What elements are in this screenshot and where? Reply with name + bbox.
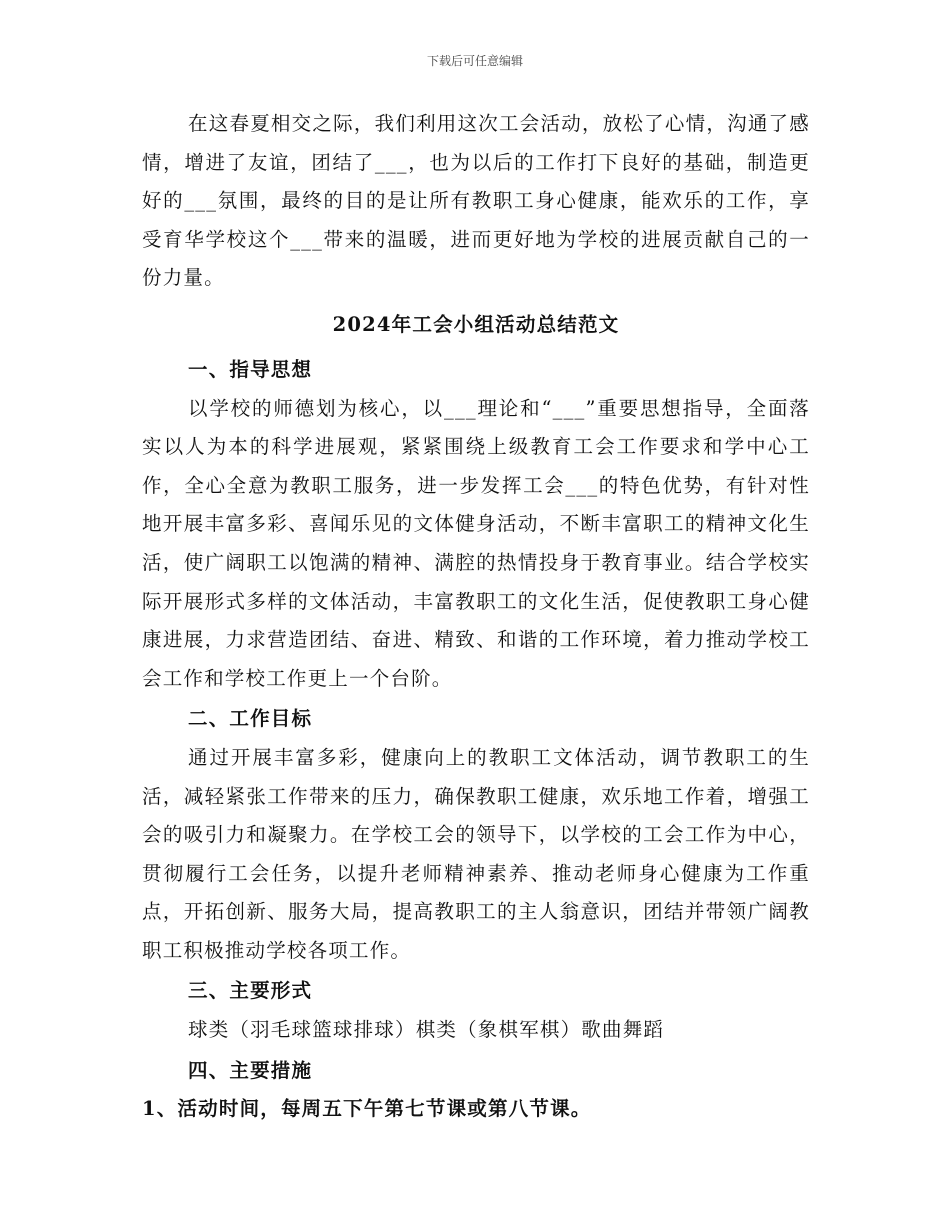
section-body-work-goals: 通过开展丰富多彩，健康向上的教职工文体活动，调节教职工的生活，减轻紧张工作带来的压力，确保教职工健康，欢乐地工作着，增强工会的吸引力和凝聚力。在学校工会的领导下，以学校的工会工作为中心，贯彻履行工会任务，以提升老师精神素养、推动老师身心健康为工作重点，开拓创新、服务大局，提高教职工的主人翁意识，团结并带领广阔教职工积极推动学校各项工作。 — [142, 745, 810, 962]
section-heading-guiding-ideology: 一、指导思想 — [188, 357, 313, 381]
document-title: 2024年工会小组活动总结范文 — [332, 312, 620, 336]
section-body-guiding-ideology: 以学校的师德划为核心，以___理论和“___”重要思想指导，全面落实以人为本的科学进展观，紧紧围绕上级教育工会工作要求和学中心工作，全心全意为教职工服务，进一步发挥工会___的特色优势，有针对性地开展丰富多彩、喜闻乐见的文体健身活动，不断丰富职工的精神文化生活，使广阔职工以饱满的精神、满腔的热情投身于教育事业。结合学校实际开展形式多样的文体活动，丰富教职工的文化生活，促使教职工身心健康进展，力求营造团结、奋进、精致、和谐的工作环境，着力推动学校工会工作和学校工作更上一个台阶。 — [142, 396, 810, 690]
intro-paragraph: 在这春夏相交之际，我们利用这次工会活动，放松了心情，沟通了感情，增进了友谊，团结了___，也为以后的工作打下良好的基础，制造更好的___氛围，最终的目的是让所有教职工身心健康，能欢乐的工作，享受育华学校这个___带来的温暖，进而更好地为学校的进展贡献自己的一份力量。 — [142, 112, 810, 290]
section-body-main-measures: 1、活动时间，每周五下午第七节课或第八节课。 — [142, 1097, 592, 1121]
page-header-note: 下载后可任意编辑 — [426, 54, 523, 68]
section-heading-work-goals: 二、工作目标 — [188, 707, 313, 731]
document-body — [142, 105, 810, 1129]
section-heading-main-measures: 四、主要措施 — [188, 1058, 313, 1082]
section-body-main-forms: 球类（羽毛球篮球排球）棋类（象棋军棋）歌曲舞蹈 — [188, 1018, 665, 1042]
section-heading-main-forms: 三、主要形式 — [188, 979, 313, 1003]
